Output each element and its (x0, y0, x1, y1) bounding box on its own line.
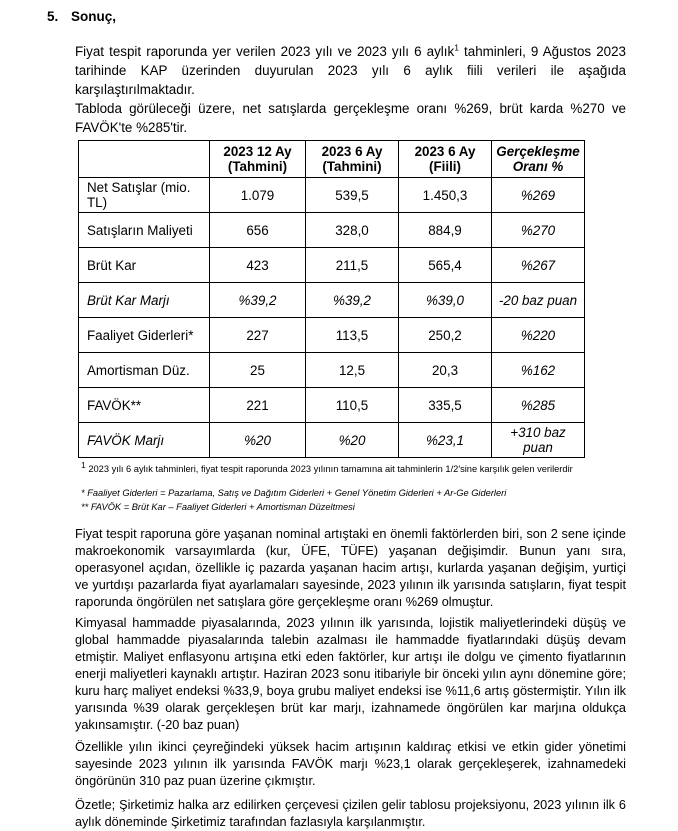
cell-realization: %267 (492, 248, 585, 283)
table-header-row (79, 141, 585, 178)
column-header-6m-forecast (306, 141, 399, 178)
cell-realization: %270 (492, 213, 585, 248)
cell-value: 565,4 (399, 248, 492, 283)
column-header-realization-rate (492, 141, 585, 178)
table-row-cost-of-sales (79, 213, 585, 248)
row-label: FAVÖK Marjı (79, 423, 210, 458)
cell-realization: %220 (492, 318, 585, 353)
cell-value: 250,2 (399, 318, 492, 353)
intro-text-part1: Fiyat tespit raporunda yer verilen 2023 yılı ve 2023 yılı 6 aylık (75, 44, 455, 59)
cell-value: %20 (210, 423, 306, 458)
cell-value: 12,5 (306, 353, 399, 388)
table-row-net-sales (79, 178, 585, 213)
cell-value: 335,5 (399, 388, 492, 423)
column-header-line2: Oranı % (512, 159, 564, 174)
analysis-paragraph-ebitda: Özellikle yılın ikinci çeyreğindeki yüksek hacim artışının kaldıraç etkisi ve etkin gider yönetimi sayesinde 2023 yılının ilk yarısında FAVÖK marjı %23,1 olarak gerçekleşerek, izahnamedeki öngörünün 310 paz puan üzerine çıkmıştır. (75, 740, 626, 788)
cell-value: 113,5 (306, 318, 399, 353)
cell-value: 221 (210, 388, 306, 423)
analysis-paragraph-costs: Kimyasal hammadde piyasalarında, 2023 yılının ilk yarısında, lojistik maliyetlerindeki düşüş ve global hammadde piyasalarında talebin azalması ile hammadde fiyatlarındaki düşüş devam etmiştir. Maliyet enflasyonu artışına etki eden faktörler, kur artışı ile dolgu ve çimento fiyatlarının enerji maliyetleri kaynaklı artıştır. Haziran 2023 sonu itibariyle bir önceki yılın aynı dönemine göre; kuru harç maliyet endeksi %33,9, boya grubu maliyet endeksi ise %11,6 artış göstermiştir. Yılın ilk yarısında %39 olarak gerçekleşen brüt kar marjı, izahnamede öngörülen kar marjına oldukça yakınsamıştır. (-20 baz puan) (75, 616, 626, 732)
summary-paragraph: Tabloda görüleceği üzere, net satışlarda gerçekleşme oranı %269, brüt karda %270 ve FAVÖK'te %285'tir. (75, 101, 626, 135)
table-row-gross-margin (79, 283, 585, 318)
row-label: Satışların Maliyeti (79, 213, 210, 248)
cell-realization: %162 (492, 353, 585, 388)
comparison-table (78, 140, 585, 458)
cell-value: %20 (306, 423, 399, 458)
column-header-line2: (Fiili) (429, 159, 461, 174)
column-header-line1: Gerçekleşme (496, 144, 580, 159)
conclusion-paragraph: Özetle; Şirketimiz halka arz edilirken çerçevesi çizilen gelir tablosu projeksiyonu, 2023 yılının ilk 6 aylık döneminde Şirketimiz tarafından fazlasıyla karşılanmıştır. (75, 798, 626, 829)
column-header-line1: 2023 6 Ay (414, 144, 476, 159)
footnote-reference: 1 (454, 42, 459, 53)
intro-text-part2: tahminleri, 9 Ağustos 2023 tarihinde KAP üzerinden duyurulan 2023 yılı 6 aylık fiili verileri ile aşağıda karşılaştırılmaktadır. (75, 44, 627, 97)
cell-value: 423 (210, 248, 306, 283)
cell-realization: -20 baz puan (492, 283, 585, 318)
section-heading (47, 9, 626, 25)
row-label: FAVÖK** (79, 388, 210, 423)
cell-value: 25 (210, 353, 306, 388)
table-row-ebitda (79, 388, 585, 423)
footnote-opex: * Faaliyet Giderleri = Pazarlama, Satış ve Dağıtım Giderleri + Genel Yönetim Giderleri + Ar-Ge Giderleri (81, 488, 507, 498)
cell-value: 20,3 (399, 353, 492, 388)
table-row-operating-expenses (79, 318, 585, 353)
column-header-12m-forecast (210, 141, 306, 178)
analysis-paragraph-sales: Fiyat tespit raporuna göre yaşanan nominal artıştaki en önemli faktörlerden biri, son 2 sene içinde makroekonomik varsayımlarda (kur, ÜFE, TÜFE) yaşanan değişimdir. Bunun yanı sıra, operasyonel açıdan, özellikle iç pazarda yaşanan hacim artışı, kurlarda yaşanan değişim, yurtiçi ve yurtdışı pazarlarda fiyat ayarlamaları sayesinde, 2023 yılının ilk yarısında satışların, fiyat tespit raporunda öngörülen net satışlara göre gerçekleşme oranı %269 olmuştur. (75, 527, 626, 609)
row-label: Brüt Kar (79, 248, 210, 283)
cell-value: %39,0 (399, 283, 492, 318)
cell-value: 656 (210, 213, 306, 248)
cell-realization: %285 (492, 388, 585, 423)
corner-cell (79, 141, 210, 178)
cell-value: 328,0 (306, 213, 399, 248)
cell-value: 884,9 (399, 213, 492, 248)
cell-value: %39,2 (306, 283, 399, 318)
column-header-line2: (Tahmini) (227, 159, 288, 174)
cell-value: 227 (210, 318, 306, 353)
table-row-ebitda-margin (79, 423, 585, 458)
table-row-gross-profit (79, 248, 585, 283)
row-label: Amortisman Düz. (79, 353, 210, 388)
cell-value: 1.079 (210, 178, 306, 213)
cell-realization: %269 (492, 178, 585, 213)
row-label: Faaliyet Giderleri* (79, 318, 210, 353)
cell-value: 211,5 (306, 248, 399, 283)
cell-value: 110,5 (306, 388, 399, 423)
section-number: 5. (47, 9, 59, 24)
footnote-ebitda: ** FAVÖK = Brüt Kar – Faaliyet Giderleri + Amortisman Düzeltmesi (81, 502, 355, 512)
intro-paragraph (75, 42, 626, 99)
table-row-depreciation (79, 353, 585, 388)
cell-value: 539,5 (306, 178, 399, 213)
footnote-definition (81, 459, 626, 475)
column-header-6m-actual (399, 141, 492, 178)
section-title: Sonuç, (71, 9, 117, 24)
footnote-definition-ref: 1 (81, 459, 86, 470)
column-header-line2: (Tahmini) (322, 159, 382, 174)
footnote-definition-text: 2023 yılı 6 aylık tahminleri, fiyat tespit raporunda 2023 yılının tamamına ait tahminlerin 1/2'sine karşılık gelen verilerdir (85, 464, 573, 474)
cell-value: %23,1 (399, 423, 492, 458)
cell-value: %39,2 (210, 283, 306, 318)
cell-value: 1.450,3 (399, 178, 492, 213)
row-label: Brüt Kar Marjı (79, 283, 210, 318)
cell-realization: +310 baz puan (492, 423, 585, 458)
row-label: Net Satışlar (mio. TL) (79, 178, 210, 213)
column-header-line1: 2023 6 Ay (321, 144, 383, 159)
column-header-line1: 2023 12 Ay (223, 144, 292, 159)
